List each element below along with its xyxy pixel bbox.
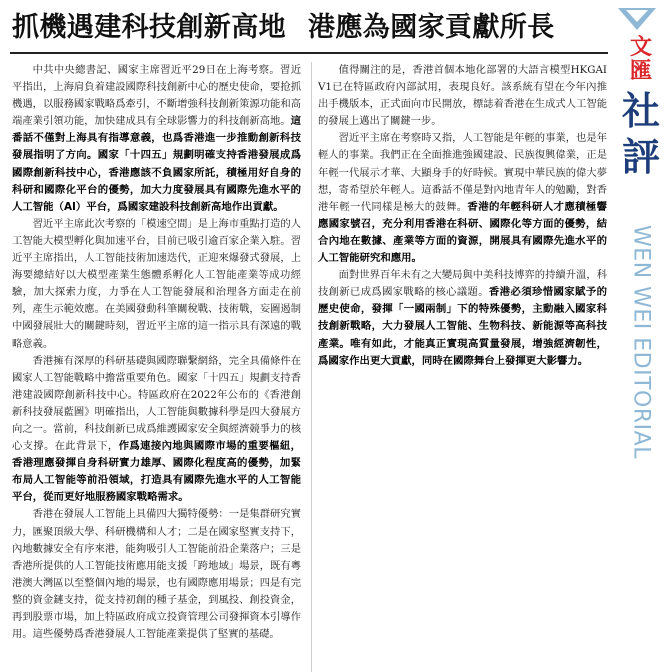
section-title bbox=[614, 88, 668, 180]
section-char-2: 評 bbox=[621, 134, 660, 179]
paragraph-7-highlight: 香港必須珍惜國家賦予的歷史使命，發揮「一國兩制」下的特殊優勢，主動融入國家科技創新戰略，大力發展人工智能、生物科技、新能源等高科技產業。唯有如此，才能真正實現高質量發展，增強經濟韌性，爲國家作出更大貢獻，同時在國際舞台上發揮更大影響力。 bbox=[318, 286, 607, 367]
paragraph-7-text: 面對世界百年未有之大變局與中美科技博弈的持續升溫，科技創新已成爲國家戰略的核心議題。 bbox=[318, 269, 607, 299]
paragraph-1-text: 中共中央總書記、國家主席習近平29日在上海考察。習近平指出，上海肩負着建設國際科技創新中心的歷史使命，要抢抓機遇，以服務國家戰略爲牽引，不斷增強科技創新策源功能和高端產業引領功能，加快建成具有全球影響力的科技創新高地。 bbox=[12, 64, 301, 128]
headline-rule bbox=[10, 52, 608, 54]
brand-char-1: 文 bbox=[629, 35, 652, 60]
paragraph-6-highlight: 香港的年輕科研人才應積極響應國家號召，充分利用香港在科研、國際化等方面的優勢，結合內地在數據、產業等方面的資源，開展具有國際先進水平的人工智能研究和應用。 bbox=[318, 200, 607, 265]
article-column-left bbox=[12, 62, 301, 672]
brand-char-2: 匯 bbox=[629, 59, 652, 84]
paragraph-1-highlight: 這番話不僅對上海具有指導意義，也爲香港進一步推動創新科技發展指明了方向。國家「十四五」規劃明確支持香港發展成爲國際創新科技中心，香港應該不負國家所託，積極用好自身的科研和國際化平台的優勢，加大力度發展具有國際先進水平的人工智能（AI）平台，爲國家建設科技創新高地作出貢獻。 bbox=[12, 115, 301, 213]
section-english-label bbox=[618, 212, 664, 472]
paragraph-4: 香港在發展人工智能上具備四大獨特優勢：一是集群研究實力，匯聚頂級大學、科研機構和人才；二是在國家堅實支持下，內地數據安全有序來港，能夠吸引人工智能前沿企業落户；三是香港所提供的人工智能技術應用能支援「跨地域」場景，既有粵港澳大灣區以至整個內地的場景，也有國際應用場景；四是有完整的資金鏈支持，從支持初創的種子基金，到風投、創投資金，再到股票市場，加上特區政府成立投資管理公司發揮資本引導作用。這些優勢爲香港發展人工智能產業提供了堅實的基礎。 bbox=[12, 508, 301, 641]
section-char-1: 社 bbox=[621, 88, 660, 133]
paragraph-6 bbox=[318, 130, 607, 267]
article-column-right bbox=[318, 62, 607, 672]
column-divider bbox=[311, 62, 312, 672]
paragraph-1 bbox=[12, 62, 301, 216]
headline-part-2: 港應為國家貢獻所長 bbox=[308, 12, 555, 43]
paragraph-3-highlight: 作爲連接內地與國際市場的重要樞紐，香港理應發揮自身科研實力雄厚、國際化程度高的優勢，加緊布局人工智能等前沿領域，打造具有國際先進水平的人工智能平台，從而更好地服務國家戰略需求。 bbox=[12, 440, 301, 504]
editorial-sidebar bbox=[612, 0, 669, 672]
paragraph-3 bbox=[12, 353, 301, 507]
paragraph-2: 習近平主席此次考察的「模速空間」是上海市重點打造的人工智能大模型孵化與加速平台，目前已吸引逾百家企業入駐。習近平主席指出，人工智能技術加速迭代，正迎來爆發式發展，上海要總結好以大模型產業生態體系孵化人工智能產業等成功經驗，加大探索力度，力爭在人工智能發展和治理各方面走在前列，產生示範效應。在美國發動科筆關稅戰、技術戰，妄圖遏制中國發展壯大的關鍵時刻，習近平主席的這一指示具有深遠的戰略意義。 bbox=[12, 217, 301, 350]
paragraph-7 bbox=[318, 267, 607, 370]
paragraph-3-text: 香港擁有深厚的科研基礎與國際聯繫網絡，完全具備條件在國家人工智能戰略中擔當重要角色。國家「十四五」規劃支持香港建設國際創新科技中心。特區政府在2022年公布的《香港創新科技發展藍圖》明確指出，人工智能與數據科學是四大發展方向之一。當前，科技創新已成爲維護國家安全與經濟競爭力的核心支撐。在此背景下， bbox=[12, 354, 301, 453]
brand-logo bbox=[618, 36, 664, 84]
headline-part-1: 抓機遇建科技創新高地 bbox=[12, 12, 286, 43]
paragraph-6-text: 習近平主席在考察時又指，人工智能是年輕的事業，也是年輕人的事業。我們正在全面推進強國建設、民族復興偉業，正是年輕一代展示才華、大顯身手的好時候。實現中華民族的偉大夢想，寄希望於年輕人。這番話不僅是對內地青年人的勉勵，對香港年輕一代同樣是極大的鼓舞。 bbox=[318, 132, 607, 213]
section-english-text: WEN WEI EDITORIAL bbox=[628, 225, 654, 459]
paragraph-5: 值得關注的是，香港首個本地化部署的大語言模型HKGAI V1已在特區政府內部試用，表現良好。該系統有望在今年內推出手機版本，正式面向市民開放，標誌着香港在生成式人工智能的發展上邁出了關鍵一步。 bbox=[318, 64, 607, 128]
headline bbox=[12, 6, 612, 50]
chevron-down-icon-inner bbox=[626, 10, 648, 22]
